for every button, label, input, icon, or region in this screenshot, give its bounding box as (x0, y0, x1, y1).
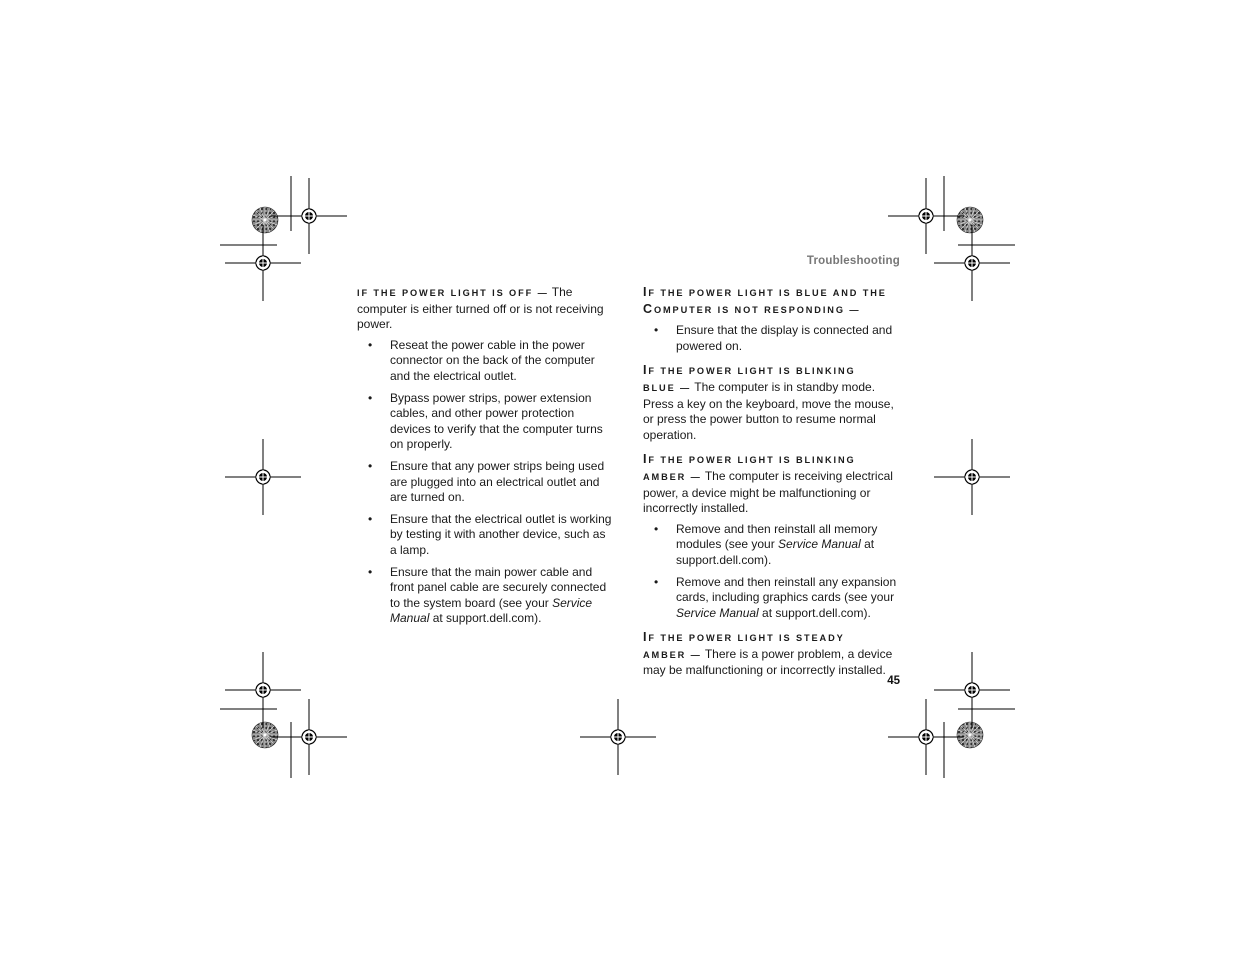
bullet-list (357, 338, 615, 627)
section-power-light-off (357, 285, 615, 627)
item-text: Remove and then reinstall all memory modules (see your (676, 521, 878, 552)
section-heading: IF THE POWER LIGHT IS STEADY (643, 630, 845, 645)
support-link[interactable]: support.dell.com (775, 605, 864, 620)
list-item (676, 575, 901, 622)
list-item: • Ensure that any power strips being used are plugged into an electrical outlet and are turned on. (390, 459, 615, 506)
item-text: ). (764, 552, 772, 567)
item-text: Ensure that the main power cable and front panel cable are securely connected to the system board (see your (390, 564, 607, 610)
list-item: • Bypass power strips, power extension cables, and other power protection devices to verify that the computer turns on properly. (390, 391, 615, 453)
section-heading: IF THE POWER LIGHT IS BLINKING (643, 363, 856, 378)
section-intro (643, 469, 901, 517)
item-text: Remove and then reinstall any expansion cards, including graphics cards (see your (676, 574, 897, 605)
section-blue-not-responding (643, 285, 901, 354)
section-body: The computer is either turned off or is not receiving power. (357, 285, 604, 332)
section-intro (643, 380, 901, 443)
section-heading: IF THE POWER LIGHT IS BLUE AND THE (643, 285, 887, 299)
section-intro (357, 285, 615, 333)
list-item (390, 565, 615, 627)
section-heading: IF THE POWER LIGHT IS OFF — (357, 288, 549, 298)
section-blinking-amber (643, 452, 901, 621)
item-text: ). (863, 605, 871, 620)
list-item (676, 522, 901, 569)
right-column (643, 285, 901, 688)
bullet-list (643, 323, 901, 354)
manual-title: Service Manual (390, 595, 593, 626)
section-body: The computer is in standby mode. Press a key on the keyboard, move the mouse, or press the power button to resume normal operation. (643, 379, 894, 442)
section-blinking-blue (643, 363, 901, 443)
section-heading-cont: AMBER — (643, 649, 702, 660)
support-link[interactable]: support.dell.com (676, 552, 765, 567)
section-body: The computer is receiving electrical power, a device might be malfunctioning or incorrectly installed. (643, 468, 893, 516)
item-text: at (758, 605, 776, 620)
support-link[interactable]: support.dell.com (446, 611, 535, 626)
section-steady-amber (643, 630, 901, 679)
item-text: at (429, 611, 447, 626)
section-heading-cont: AMBER — (643, 471, 702, 482)
list-item: • Ensure that the electrical outlet is working by testing it with another device, such as a lamp. (390, 512, 615, 559)
section-heading-cont: COMPUTER IS NOT RESPONDING — (643, 301, 861, 316)
section-heading-cont: BLUE — (643, 382, 692, 393)
list-item: • Reseat the power cable in the power connector on the back of the computer and the electrical outlet. (390, 338, 615, 385)
item-text: at (860, 537, 875, 552)
bullet-list (643, 522, 901, 622)
page-number: 45 (887, 675, 900, 687)
item-text: ). (534, 611, 542, 626)
section-body: There is a power problem, a device may be malfunctioning or incorrectly installed. (643, 646, 893, 678)
section-heading: IF THE POWER LIGHT IS BLINKING (643, 452, 856, 467)
running-header: Troubleshooting (806, 255, 900, 267)
manual-title: Service Manual (778, 537, 861, 552)
manual-title: Service Manual (676, 605, 759, 620)
left-column (357, 285, 615, 636)
list-item: • Ensure that the display is connected and powered on. (676, 323, 901, 354)
